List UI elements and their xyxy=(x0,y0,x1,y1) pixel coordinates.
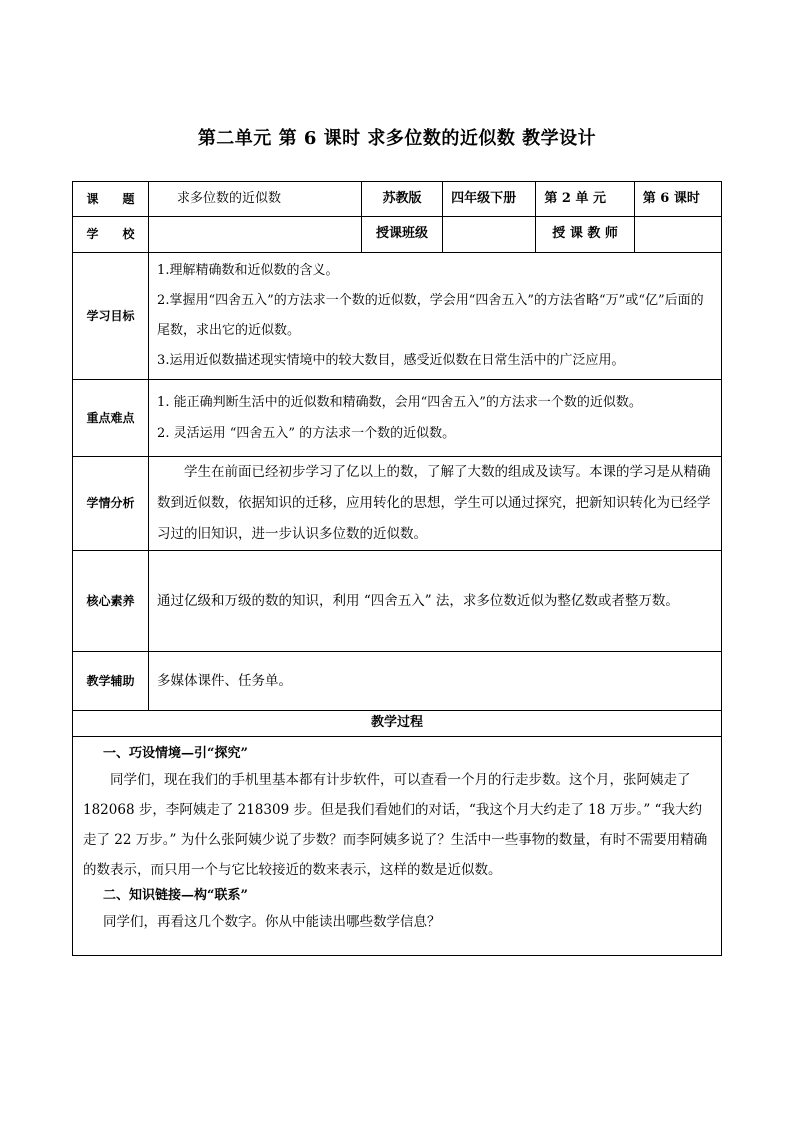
school-label: 学 校 xyxy=(73,217,149,253)
document-title: 第二单元 第 6 课时 求多位数的近似数 教学设计 xyxy=(197,128,597,149)
key-points-content xyxy=(149,380,722,457)
section2-title: 二、知识链接—构“联系” xyxy=(103,888,248,903)
row-aids xyxy=(73,652,722,711)
row-process-content xyxy=(73,737,722,956)
goal-item: 2.掌握用“四舍五入”的方法求一个数的近似数，学会用“四舍五入”的方法省略“万”或“亿”后面的尾数，求出它的近似数。 xyxy=(157,293,704,338)
teacher-label: 授 课 教 师 xyxy=(536,217,634,253)
analysis-label: 学情分析 xyxy=(73,457,149,551)
lesson-cell: 第 6 课时 xyxy=(634,182,721,217)
aids-label: 教学辅助 xyxy=(73,652,149,711)
row-analysis xyxy=(73,457,722,551)
publisher-cell: 苏教版 xyxy=(362,182,443,217)
school-value xyxy=(149,217,362,253)
teacher-value xyxy=(634,217,721,253)
key-points-label: 重点难点 xyxy=(73,380,149,457)
goals-content xyxy=(149,253,722,380)
analysis-content xyxy=(149,457,722,551)
process-content xyxy=(73,737,722,956)
literacy-text: 通过亿级和万级的数的知识，利用 “四舍五入” 法，求多位数近似为整亿数或者整万数。 xyxy=(149,551,722,652)
key-point-item: 2. 灵活运用 “四舍五入” 的方法求一个数的近似数。 xyxy=(157,426,456,441)
row-goals xyxy=(73,253,722,380)
section2-text: 同学们，再看这几个数字。你从中能读出哪些数学信息？ xyxy=(103,914,441,930)
goal-item: 1.理解精确数和近似数的含义。 xyxy=(157,263,339,278)
topic-label: 课 题 xyxy=(73,182,149,217)
goal-item: 3.运用近似数描述现实情境中的较大数目，感受近似数在日常生活中的广泛应用。 xyxy=(157,353,625,368)
row-topic xyxy=(73,182,722,217)
topic-value: 求多位数的近似数 xyxy=(149,182,362,217)
goals-label: 学习目标 xyxy=(73,253,149,380)
unit-cell: 第 2 单 元 xyxy=(536,182,634,217)
row-key-points xyxy=(73,380,722,457)
section1-text: 同学们，现在我们的手机里基本都有计步软件，可以查看一个月的行走步数。这个月，张阿姨走了 182068 步，李阿姨走了 218309 步。但是我们看她们的对话，“我这个月大约走了 18 万步。” “我大约走了 22 万步。” 为什么张阿姨少说了步数？而李阿姨多说了？生活中一些事物的数量，有时不需要用精确的数表示，而只用一个与它比较接近的数来表示，这样的数是近似数。 xyxy=(83,772,708,878)
literacy-label: 核心素养 xyxy=(73,551,149,652)
grade-cell: 四年级下册 xyxy=(443,182,536,217)
process-header: 教学过程 xyxy=(73,711,722,737)
class-value xyxy=(443,217,536,253)
row-process-header xyxy=(73,711,722,737)
row-school xyxy=(73,217,722,253)
lesson-plan-table xyxy=(72,181,722,956)
analysis-text: 学生在前面已经初步学习了亿以上的数，了解了大数的组成及读写。本课的学习是从精确数到近似数，依据知识的迁移，应用转化的思想，学生可以通过探究，把新知识转化为已经学习过的旧知识，进一步认识多位数的近似数。 xyxy=(157,464,711,542)
row-literacy xyxy=(73,551,722,652)
key-point-item: 1. 能正确判断生活中的近似数和精确数，会用“四舍五入”的方法求一个数的近似数。 xyxy=(157,395,642,410)
class-label: 授课班级 xyxy=(362,217,443,253)
section1-title: 一、巧设情境—引“探究” xyxy=(103,746,248,761)
aids-text: 多媒体课件、任务单。 xyxy=(149,652,722,711)
